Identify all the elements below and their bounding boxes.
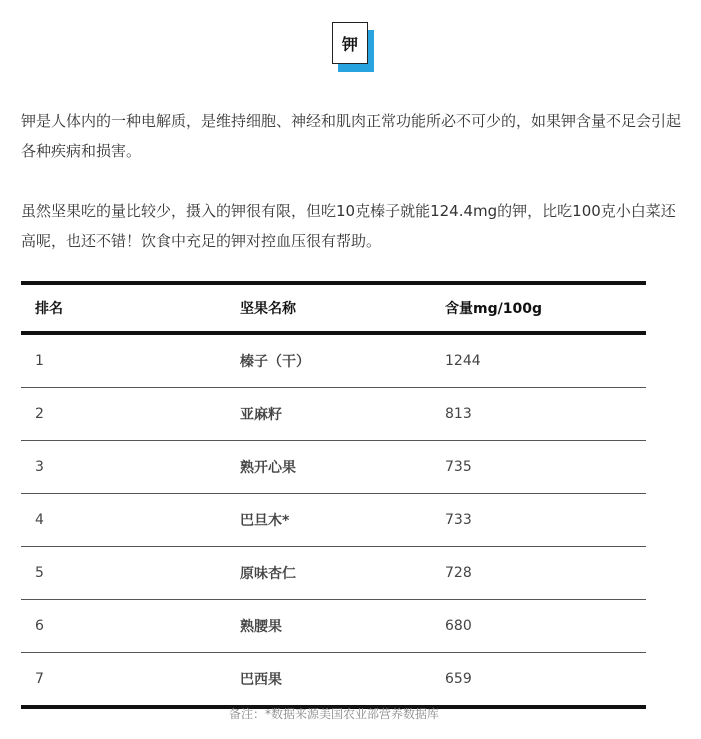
value-cell: 680	[445, 600, 646, 653]
value-cell: 1244	[445, 333, 646, 388]
rank-cell: 3	[21, 441, 240, 494]
header-name: 坚果名称	[240, 283, 445, 333]
rank-cell: 4	[21, 494, 240, 547]
nut-name-cell: 巴旦木*	[240, 494, 445, 547]
header-value: 含量mg/100g	[445, 283, 646, 333]
potassium-table	[21, 281, 646, 709]
rank-cell: 5	[21, 547, 240, 600]
table-row	[21, 547, 646, 600]
table-row	[21, 653, 646, 708]
rank-cell: 1	[21, 333, 240, 388]
value-cell: 813	[445, 388, 646, 441]
value-cell: 733	[445, 494, 646, 547]
nut-name-cell: 亚麻籽	[240, 388, 445, 441]
value-cell: 735	[445, 441, 646, 494]
title-box	[332, 22, 368, 64]
nut-name-cell: 巴西果	[240, 653, 445, 708]
table-row	[21, 441, 646, 494]
rank-cell: 6	[21, 600, 240, 653]
table-row	[21, 600, 646, 653]
section-title	[332, 22, 376, 74]
nut-name-cell: 熟腰果	[240, 600, 445, 653]
nut-paragraph: 虽然坚果吃的量比较少，摄入的钾很有限，但吃10克榛子就能124.4mg的钾，比吃100克小白菜还高呢，也还不错！饮食中充足的钾对控血压很有帮助。	[21, 202, 676, 250]
value-cell: 728	[445, 547, 646, 600]
nut-name-cell: 熟开心果	[240, 441, 445, 494]
value-cell: 659	[445, 653, 646, 708]
intro-paragraph: 钾是人体内的一种电解质，是维持细胞、神经和肌肉正常功能所必不可少的，如果钾含量不足会引起各种疾病和损害。	[21, 112, 682, 160]
rank-cell: 7	[21, 653, 240, 708]
nut-name-cell: 原味杏仁	[240, 547, 445, 600]
title-text: 钾	[341, 34, 358, 54]
rank-cell: 2	[21, 388, 240, 441]
table-header-row	[21, 283, 646, 333]
table-row	[21, 494, 646, 547]
header-rank: 排名	[21, 283, 240, 333]
nut-name-cell: 榛子（干）	[240, 333, 445, 388]
table-row	[21, 388, 646, 441]
table-row	[21, 333, 646, 388]
source-note: 备注：*数据来源美国农业部营养数据库	[228, 707, 439, 721]
